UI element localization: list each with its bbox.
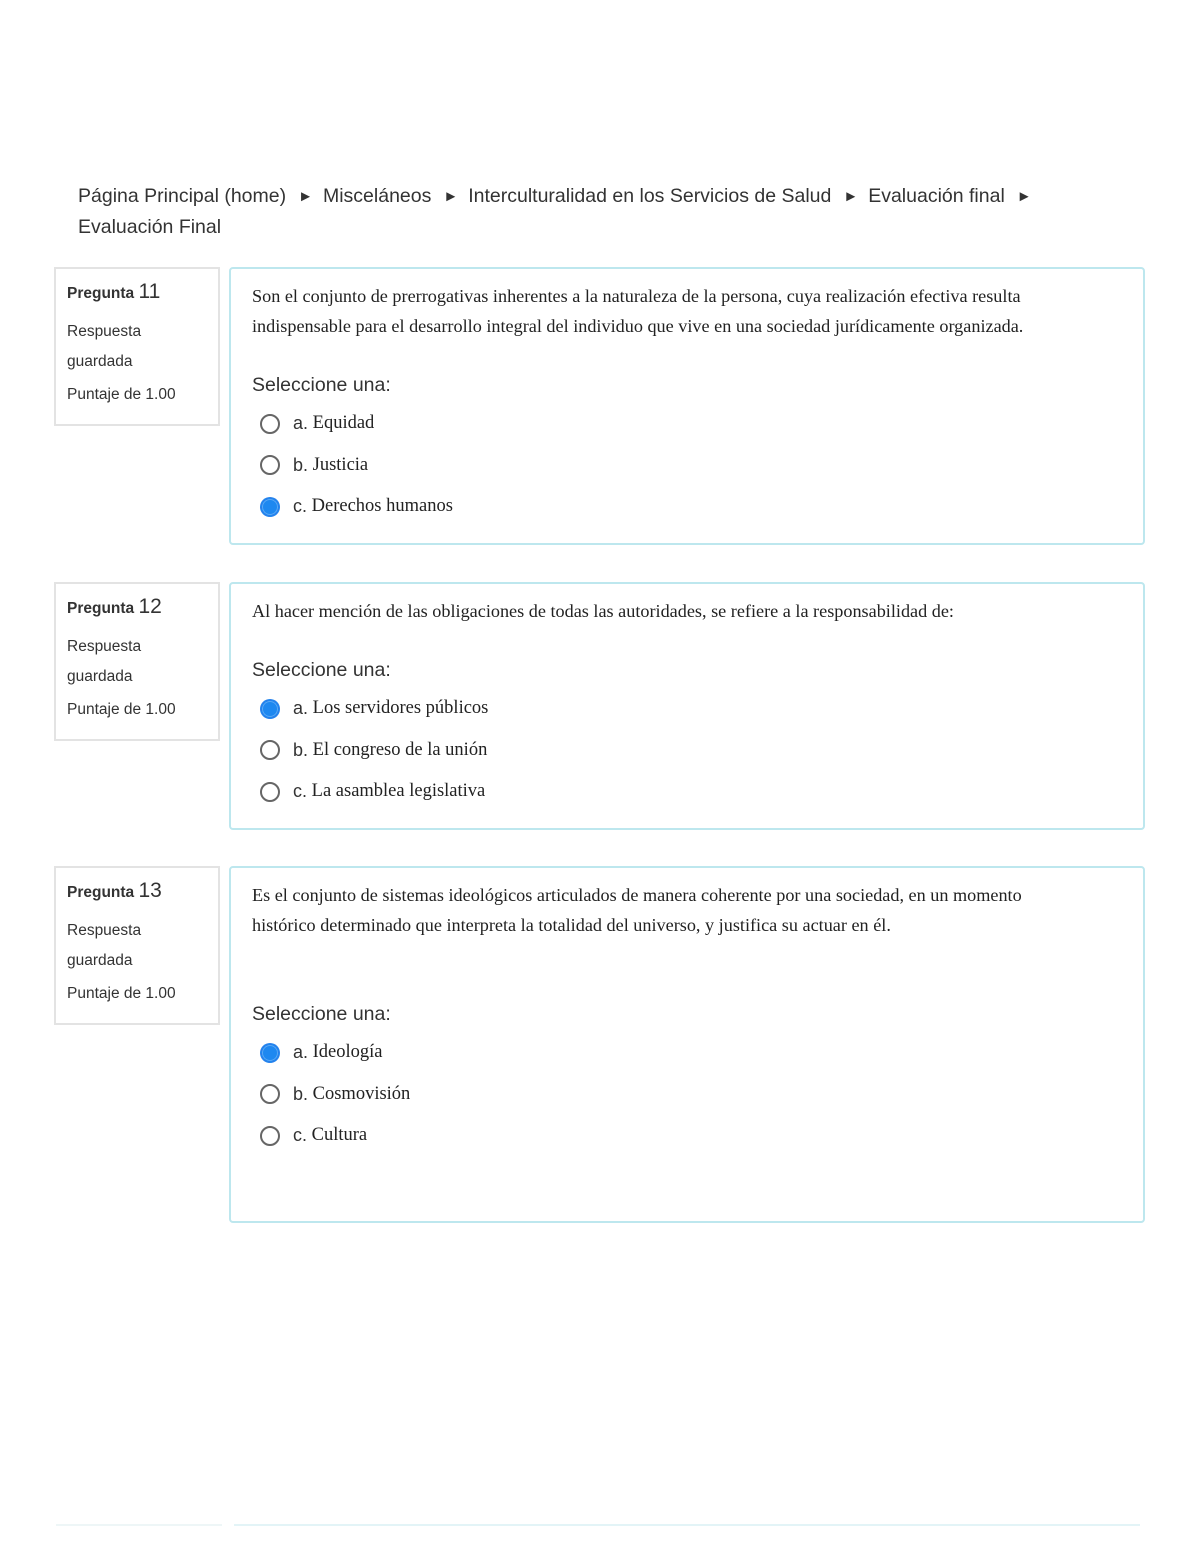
question-text: Al hacer mención de las obligaciones de todas las autoridades, se refiere a la responsabilidad de: <box>252 601 954 621</box>
footer-divider-right <box>234 1524 1140 1526</box>
question-state: Respuesta guardada <box>67 922 142 969</box>
option-label[interactable]: Cultura <box>311 1125 368 1146</box>
question-content-12 <box>229 582 1145 830</box>
question-label: Pregunta <box>67 600 135 617</box>
option-label[interactable]: Cosmovisión <box>312 1083 411 1104</box>
question-info-11 <box>54 267 220 426</box>
question-number-value: 13 <box>138 879 162 902</box>
radio-button[interactable] <box>260 1084 280 1104</box>
question-grade: Puntaje de 1.00 <box>67 985 176 1002</box>
question-label: Pregunta <box>67 884 135 901</box>
breadcrumb-separator-icon: ► <box>843 188 859 205</box>
option-label[interactable]: Los servidores públicos <box>312 698 489 719</box>
breadcrumb-separator-icon: ► <box>443 188 459 205</box>
answer-option-b[interactable] <box>252 445 1123 487</box>
question-grade: Puntaje de 1.00 <box>67 386 176 403</box>
answer-option-a[interactable] <box>252 688 1123 730</box>
option-letter: c. <box>293 1125 308 1146</box>
breadcrumb-section-link[interactable]: Evaluación final <box>868 185 1005 207</box>
question-number <box>67 279 208 307</box>
question-number <box>67 594 208 622</box>
question-info-13 <box>54 866 220 1025</box>
question-info-12 <box>54 582 220 741</box>
radio-button-selected[interactable] <box>260 497 280 517</box>
answer-option-c[interactable] <box>252 1115 1123 1157</box>
answer-option-b[interactable] <box>252 730 1123 772</box>
breadcrumb-separator-icon: ► <box>298 188 313 205</box>
breadcrumb-home-link[interactable]: Página Principal (home) <box>78 185 287 207</box>
breadcrumb <box>78 181 1128 242</box>
radio-button[interactable] <box>260 782 280 802</box>
question-state: Respuesta guardada <box>67 638 142 685</box>
option-letter: b. <box>293 1083 309 1104</box>
radio-button[interactable] <box>260 414 280 434</box>
option-letter: a. <box>293 1042 309 1063</box>
question-text: Es el conjunto de sistemas ideológicos articulados de manera coherente por una sociedad, en un momento histórico determinado que interpreta la totalidad del universo, y justifica su actuar en él. <box>252 885 1022 935</box>
answer-option-a[interactable] <box>252 403 1123 445</box>
question-grade: Puntaje de 1.00 <box>67 701 176 718</box>
question-number <box>67 878 208 906</box>
breadcrumb-separator-icon: ► <box>1016 188 1032 205</box>
option-label[interactable]: Justicia <box>312 454 369 475</box>
answer-option-c[interactable] <box>252 486 1123 528</box>
breadcrumb-course-link[interactable]: Interculturalidad en los Servicios de Salud <box>468 185 832 207</box>
option-letter: c. <box>293 781 308 802</box>
question-content-13 <box>229 866 1145 1223</box>
option-label[interactable]: Ideología <box>312 1042 383 1063</box>
footer-divider-left <box>56 1524 222 1526</box>
question-content-11 <box>229 267 1145 545</box>
question-number-value: 12 <box>138 595 162 618</box>
answer-prompt: Seleccione una: <box>252 659 391 681</box>
question-label: Pregunta <box>67 285 135 302</box>
radio-button[interactable] <box>260 455 280 475</box>
question-number-value: 11 <box>138 280 161 303</box>
option-letter: c. <box>293 496 308 517</box>
radio-button[interactable] <box>260 740 280 760</box>
answer-option-b[interactable] <box>252 1074 1123 1116</box>
answer-option-c[interactable] <box>252 771 1123 813</box>
option-letter: b. <box>293 454 309 475</box>
radio-button-selected[interactable] <box>260 1043 280 1063</box>
breadcrumb-miscelaneos-link[interactable]: Misceláneos <box>322 185 432 207</box>
answer-prompt: Seleccione una: <box>252 374 391 396</box>
option-letter: a. <box>293 698 309 719</box>
option-label[interactable]: Derechos humanos <box>311 496 453 517</box>
breadcrumb-quiz-link[interactable]: Evaluación Final <box>78 216 222 238</box>
radio-button-selected[interactable] <box>260 699 280 719</box>
option-label[interactable]: Equidad <box>312 413 375 434</box>
answer-option-a[interactable] <box>252 1032 1123 1074</box>
option-letter: a. <box>293 413 309 434</box>
option-letter: b. <box>293 739 309 760</box>
answer-prompt: Seleccione una: <box>252 1003 391 1025</box>
question-state: Respuesta guardada <box>67 323 142 370</box>
option-label[interactable]: La asamblea legislativa <box>311 781 486 802</box>
option-label[interactable]: El congreso de la unión <box>312 739 488 760</box>
question-text: Son el conjunto de prerrogativas inherentes a la naturaleza de la persona, cuya realización efectiva resulta indispensable para el desarrollo integral del individuo que vive en una sociedad jurídicamente organizada. <box>252 286 1024 336</box>
radio-button[interactable] <box>260 1126 280 1146</box>
